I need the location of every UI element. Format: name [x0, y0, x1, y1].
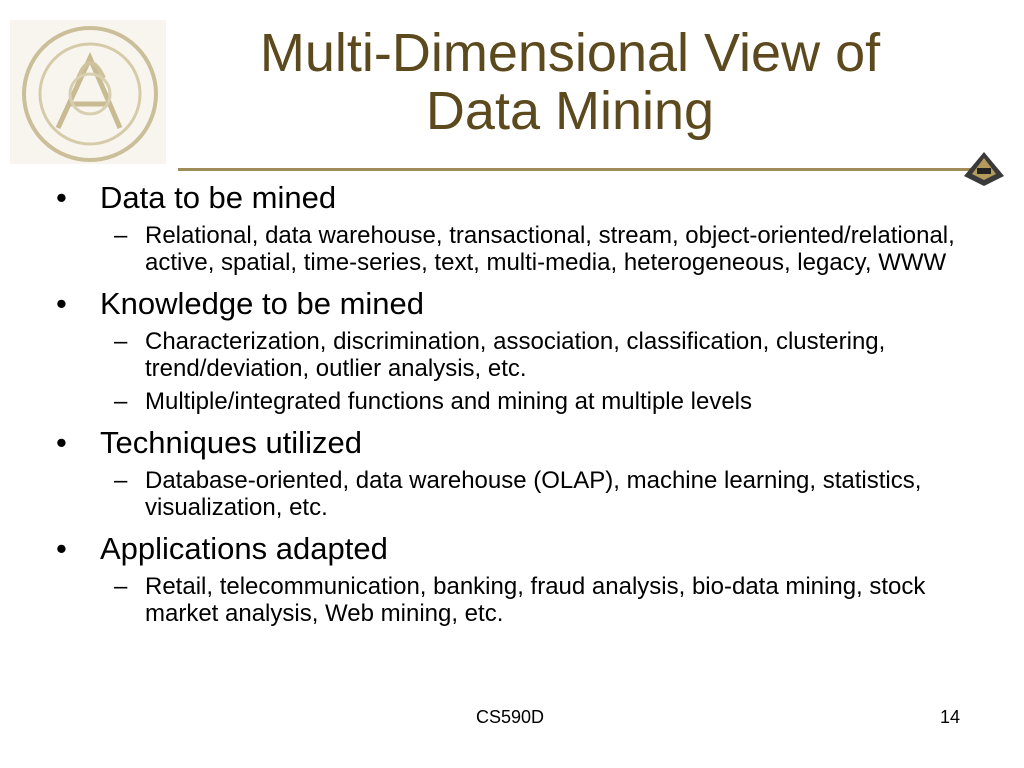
sub-bullet-item: – Database-oriented, data warehouse (OLAP), machine learning, statistics, visualization, etc.: [114, 467, 922, 521]
bullet-item: • Techniques utilized: [56, 425, 362, 460]
slide-title: [180, 24, 960, 140]
title-line-2: Data Mining: [425, 81, 715, 141]
sub-bullet-item: – Relational, data warehouse, transactional, stream, object-oriented/relational, active, spatial, time-series, text, multi-media, heterogeneous, legacy, WWW: [114, 222, 955, 276]
bullet-text: Knowledge to be mined: [100, 286, 425, 321]
footer-page-number: 14: [939, 707, 960, 727]
sub-bullet-item: – Characterization, discrimination, association, classification, clustering, trend/deviation, outlier analysis, etc.: [114, 328, 886, 382]
sub-bullet-text: Multiple/integrated functions and mining at multiple levels: [145, 388, 752, 415]
sub-bullet-item: – Multiple/integrated functions and mining at multiple levels: [114, 388, 752, 415]
bullet-item: • Knowledge to be mined: [56, 286, 425, 321]
university-seal-icon: [8, 18, 168, 166]
sub-bullet-item: – Retail, telecommunication, banking, fraud analysis, bio-data mining, stock market analysis, Web mining, etc.: [114, 573, 926, 627]
bullet-item: • Applications adapted: [56, 531, 388, 566]
sub-bullet-text: Characterization, discrimination, association, classification, clustering, trend/deviation, outlier analysis, etc.: [145, 328, 886, 382]
sub-bullet-text: Relational, data warehouse, transactional, stream, object-oriented/relational, active, spatial, time-series, text, multi-media, heterogeneous, legacy, WWW: [145, 222, 955, 276]
bullet-item: • Data to be mined: [56, 180, 337, 215]
bullet-text: Data to be mined: [100, 180, 337, 215]
footer-course: CS590D: [475, 707, 545, 727]
title-line-1: Multi-Dimensional View of: [259, 23, 881, 83]
bullet-text: Applications adapted: [100, 531, 388, 566]
bullet-text: Techniques utilized: [100, 425, 362, 460]
sub-bullet-text: Database-oriented, data warehouse (OLAP), machine learning, statistics, visualization, etc.: [145, 467, 922, 521]
title-divider: [178, 168, 974, 171]
sub-bullet-text: Retail, telecommunication, banking, fraud analysis, bio-data mining, stock market analysis, Web mining, etc.: [145, 573, 926, 627]
bullet-list: [56, 180, 976, 633]
